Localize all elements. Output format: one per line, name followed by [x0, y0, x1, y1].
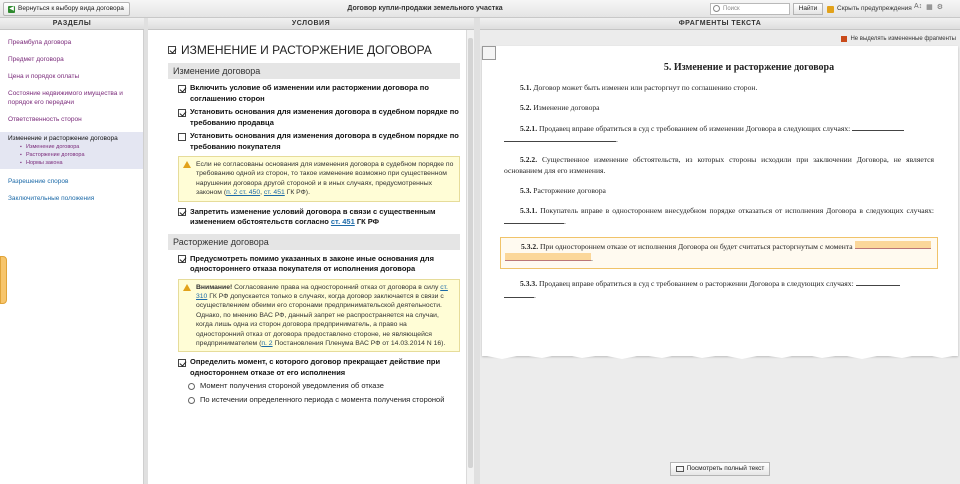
warning-icon [827, 6, 834, 13]
checkbox[interactable] [178, 255, 186, 263]
find-button[interactable]: Найти [793, 3, 823, 15]
blank-field[interactable] [855, 241, 931, 249]
view-full-text-label: Посмотреть полный текст [686, 465, 765, 472]
note-text: ГК РФ допускается только в случаях, когда договор заключается в связи с осуществлением обеими его сторонами предпринимательской деятельности. Однако, по мнению ВАС РФ, данный запрет не распространяется на случаи, когда лишь одна из сторон договора предприниматель, а право на односторонний отказ от договора предоставлено стороне, не являющейся предпринимателем ( [196, 293, 444, 348]
conditions-header: УСЛОВИЯ [148, 18, 474, 30]
fragment-heading: 5. Изменение и расторжение договора [663, 62, 835, 73]
back-arrow-icon: ◀ [9, 5, 14, 12]
radio-button[interactable] [188, 383, 195, 390]
clause-5-1 [504, 83, 934, 94]
scrollbar-thumb[interactable] [468, 38, 473, 468]
clause-5-2 [504, 103, 934, 114]
blank-field[interactable] [504, 134, 616, 142]
back-button[interactable] [3, 2, 130, 16]
clause-text: Покупатель вправе в одностороннем внесудебном порядке отказаться от исполнения Договора в следующих случаях: [537, 205, 934, 215]
clause-number: 5.3.1. [520, 205, 538, 215]
clause-number: 5.3.3. [520, 278, 538, 288]
nav-item-final[interactable]: Заключительные положения [8, 195, 95, 202]
nav-item-property-state[interactable]: Состояние недвижимого имущества и порядок его передачи [8, 90, 123, 106]
option-prohibit-change[interactable] [178, 207, 460, 228]
law-link[interactable]: ст. 451 [263, 189, 285, 197]
nav-sub-termination[interactable]: ▪ Расторжение договора [8, 151, 135, 159]
clause-text: Изменение договора [531, 102, 600, 112]
clause-number: 5.3. [520, 185, 532, 195]
option-termination-moment[interactable] [178, 357, 460, 378]
law-link[interactable]: п. 2 ст. 450 [226, 189, 261, 197]
option-label: Установить основания для изменения договора в судебном порядке по требованию покупателя [190, 131, 459, 151]
clause-text: Продавец вправе обратиться в суд с требованием о расторжении Договора в следующих случаях: [537, 278, 854, 288]
radio-notice-received[interactable] [188, 381, 460, 392]
blank-field[interactable] [856, 278, 900, 286]
nav-item-disputes[interactable]: Разрешение споров [8, 178, 69, 185]
clause-text: При одностороннем отказе от исполнения Договора он будет считаться расторгнутым с момента [538, 242, 853, 252]
nav-sub-change[interactable]: ▪ Изменение договора [8, 143, 135, 151]
sections-sidebar [0, 30, 144, 484]
checkbox[interactable] [178, 208, 186, 216]
section-checkbox[interactable] [168, 46, 176, 54]
option-seller-grounds[interactable] [178, 107, 460, 128]
option-text: Запретить изменение условий договора в связи с существенным изменением обстоятельств согласно [190, 206, 436, 227]
radio-button[interactable] [188, 397, 195, 404]
warning-icon [183, 284, 191, 291]
search-icon [713, 5, 720, 12]
print-icon[interactable]: ▦ [926, 4, 933, 11]
toolbar-icons [914, 3, 943, 11]
clause-text: Договор может быть изменен или расторгнут по соглашению сторон. [531, 83, 758, 92]
option-other-grounds[interactable] [178, 254, 460, 275]
note-text: Согласование права на односторонний отказ от договора в силу [232, 283, 441, 291]
option-label: Включить условие об изменении или расторжении договора по соглашению сторон [190, 83, 429, 103]
note-text: , [260, 189, 264, 197]
note-strong: Внимание! [196, 283, 233, 291]
radio-label: По истечении определенного периода с момента получения стороной [200, 394, 445, 404]
blank-field[interactable] [852, 123, 904, 131]
checkbox[interactable] [178, 133, 186, 141]
nav-item-change-termination[interactable] [0, 132, 143, 169]
conditions-scrollbar[interactable] [466, 30, 474, 484]
clause-5-3-3: 5.3.3. Продавец вправе обратиться в суд с требованием о расторжении Договора в следующих случаях: . [504, 278, 934, 302]
clause-number: 5.3.2. [521, 242, 539, 252]
note-text: Постановления Пленума ВАС РФ от 14.03.2014 N 16). [272, 340, 446, 348]
clause-text: Расторжение договора [531, 185, 606, 195]
warning-icon [183, 161, 191, 168]
note-text: Если не согласованы основания для изменения договора в судебном порядке по требованию одной из сторон, то такое изменение возможно при существенном нарушении договора другой стороной и в иных случаях, предусмотренных законом ( [196, 161, 454, 197]
section-title [168, 43, 460, 57]
font-size-icon[interactable]: A↕ [914, 3, 923, 10]
nav-item-liability[interactable]: Ответственность сторон [8, 116, 82, 123]
conditions-pane [148, 30, 474, 484]
clause-text: Продавец вправе обратиться в суд с требованием об изменении Договора в следующих случаях: [537, 123, 851, 133]
nav-item-subject[interactable]: Предмет договора [8, 56, 64, 63]
search-input[interactable] [710, 3, 790, 15]
checkbox[interactable] [178, 109, 186, 117]
hide-warnings-label: Скрыть предупреждения [837, 5, 912, 12]
clause-text: Существенное изменение обстоятельств, из которых стороны исходили при заключении Договора, не является основанием для его изменения. [504, 155, 934, 175]
law-link[interactable]: ст. 310 [196, 283, 448, 301]
nav-item-preamble[interactable]: Преамбула договора [8, 39, 72, 46]
blank-field[interactable] [504, 216, 564, 224]
highlight-icon [841, 36, 847, 42]
clause-5-2-1: 5.2.1. Продавец вправе обратиться в суд с требованием об изменении Договора в следующих случаях: . [504, 123, 934, 147]
attention-note [178, 279, 460, 353]
search-placeholder: Поиск [723, 6, 740, 12]
nav-sub-law[interactable]: ▪ Нормы закона [8, 159, 135, 167]
option-text: ГК РФ [354, 217, 380, 227]
clause-5-2-2 [504, 155, 934, 177]
subsection-header-termination: Расторжение договора [168, 234, 460, 250]
back-button-label: Вернуться к выбору вида договора [18, 5, 124, 12]
option-label [190, 207, 460, 228]
nav-item-price[interactable]: Цена и порядок оплаты [8, 73, 80, 80]
subsection-header-change: Изменение договора [168, 63, 460, 79]
warning-note [178, 156, 460, 202]
clause-number: 5.2.1. [520, 123, 538, 133]
clause-5-3-2: 5.3.2. При одностороннем отказе от исполнения Договора он будет считаться расторгнутым с момента . [500, 237, 938, 269]
top-toolbar [0, 0, 960, 18]
radio-label: Момент получения стороной уведомления об отказе [200, 381, 384, 391]
hide-warnings-button[interactable] [827, 3, 912, 15]
checkbox[interactable] [178, 359, 186, 367]
law-link[interactable]: ст. 451 [330, 217, 355, 227]
clause-5-3-1: 5.3.1. Покупатель вправе в одностороннем внесудебном порядке отказаться от исполнения Договора в следующих случаях: . [504, 206, 934, 229]
settings-icon[interactable]: ⚙ [936, 4, 944, 11]
blank-field[interactable] [504, 290, 534, 298]
checkbox[interactable] [178, 85, 186, 93]
document-view-icon [676, 466, 684, 472]
option-label: Предусмотреть помимо указанных в законе иные основания для одностороннего отказа покупателя от исполнения договора [190, 253, 434, 274]
document-fragment [482, 46, 958, 356]
no-highlight-label: Не выделять измененные фрагменты [850, 36, 956, 42]
document-icon[interactable] [482, 46, 496, 60]
torn-paper-edge [482, 350, 958, 362]
fragments-header: ФРАГМЕНТЫ ТЕКСТА [480, 18, 960, 30]
option-label: Установить основания для изменения договора в судебном порядке по требованию продавца [190, 107, 459, 127]
option-buyer-grounds[interactable] [178, 131, 460, 152]
view-full-text-button[interactable] [670, 462, 770, 476]
no-highlight-toggle[interactable] [841, 36, 956, 42]
nav-item-label: Изменение и расторжение договора [8, 135, 118, 142]
option-label: Определить момент, с которого договор прекращает действие при одностороннем отказе от его исполнения [190, 357, 441, 377]
clause-number: 5.2.2. [520, 155, 538, 165]
section-title-text: ИЗМЕНЕНИЕ И РАСТОРЖЕНИЕ ДОГОВОРА [181, 43, 432, 57]
clause-5-3 [504, 186, 934, 197]
option-agreement[interactable] [178, 83, 460, 104]
blank-field[interactable] [505, 253, 591, 261]
side-panel-tab[interactable] [0, 256, 7, 304]
sections-header: РАЗДЕЛЫ [0, 18, 144, 30]
clause-number: 5.1. [520, 83, 532, 92]
law-link[interactable]: п. 2 [261, 340, 273, 348]
note-text: ГК РФ). [284, 189, 310, 197]
clause-number: 5.2. [520, 102, 532, 112]
radio-period-after[interactable] [188, 395, 460, 406]
fragments-pane [480, 30, 960, 484]
document-title: Договор купли-продажи земельного участка [347, 5, 503, 12]
